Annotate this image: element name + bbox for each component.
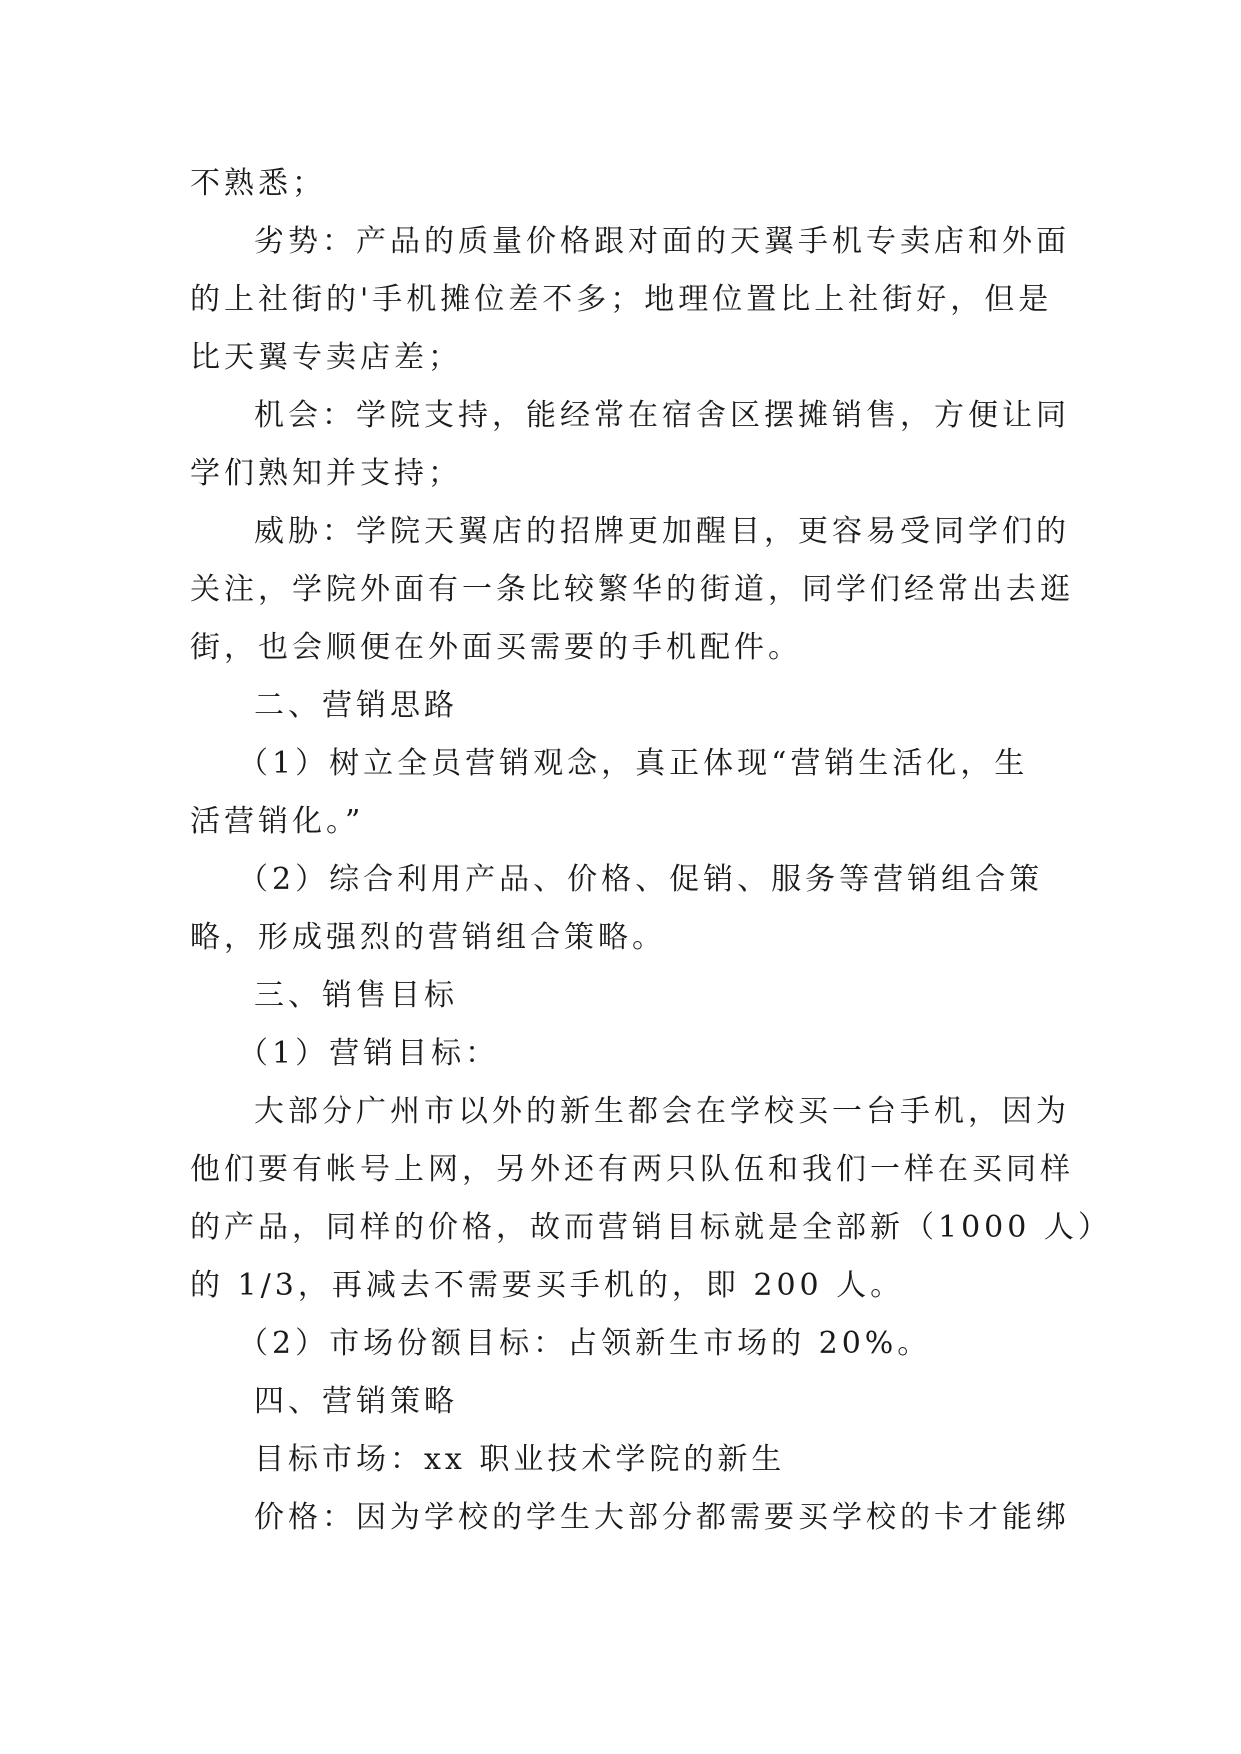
text-line-17: 大部分广州市以外的新生都会在学校买一台手机，因为: [254, 1094, 1070, 1129]
text-line-23: 目标市场：xx 职业技术学院的新生: [254, 1442, 786, 1477]
text-line-14: 略，形成强烈的营销组合策略。: [190, 920, 666, 955]
section-heading-sales-targets: 三、销售目标: [254, 978, 458, 1013]
text-line-1: 不熟悉；: [190, 166, 326, 201]
text-line-9: 街，也会顺便在外面买需要的手机配件。: [190, 630, 802, 665]
text-line-8: 关注，学院外面有一条比较繁华的街道，同学们经常出去逛: [190, 572, 1074, 607]
text-line-11: （1）树立全员营销观念，真正体现“营销生活化，生: [238, 746, 1029, 781]
text-line-18: 他们要有帐号上网，另外还有两只队伍和我们一样在买同样: [190, 1152, 1074, 1187]
text-line-3: 的上社街的'手机摊位差不多；地理位置比上社街好，但是: [190, 282, 1053, 317]
text-line-6: 学们熟知并支持；: [190, 456, 462, 491]
subheading-market-share-target: （2）市场份额目标：占领新生市场的 20%。: [238, 1326, 932, 1361]
text-line-19: 的产品，同样的价格，故而营销目标就是全部新（1000 人）: [190, 1210, 1112, 1245]
document-body: [190, 155, 1112, 1547]
text-line-12: 活营销化。”: [190, 804, 365, 839]
text-line-24: 价格：因为学校的学生大部分都需要买学校的卡才能绑: [254, 1500, 1070, 1535]
section-heading-marketing-ideas: 二、营销思路: [254, 688, 458, 723]
text-line-4: 比天翼专卖店差；: [190, 340, 462, 375]
text-line-5: 机会：学院支持，能经常在宿舍区摆摊销售，方便让同: [254, 398, 1070, 433]
subheading-marketing-target: （1）营销目标：: [238, 1036, 500, 1071]
text-line-20: 的 1/3，再减去不需要买手机的，即 200 人。: [190, 1268, 905, 1303]
text-line-13: （2）综合利用产品、价格、促销、服务等营销组合策: [238, 862, 1044, 897]
text-line-7: 威胁：学院天翼店的招牌更加醒目，更容易受同学们的: [254, 514, 1070, 549]
text-line-2: 劣势：产品的质量价格跟对面的天翼手机专卖店和外面: [254, 224, 1070, 259]
section-heading-marketing-strategy: 四、营销策略: [254, 1384, 458, 1419]
